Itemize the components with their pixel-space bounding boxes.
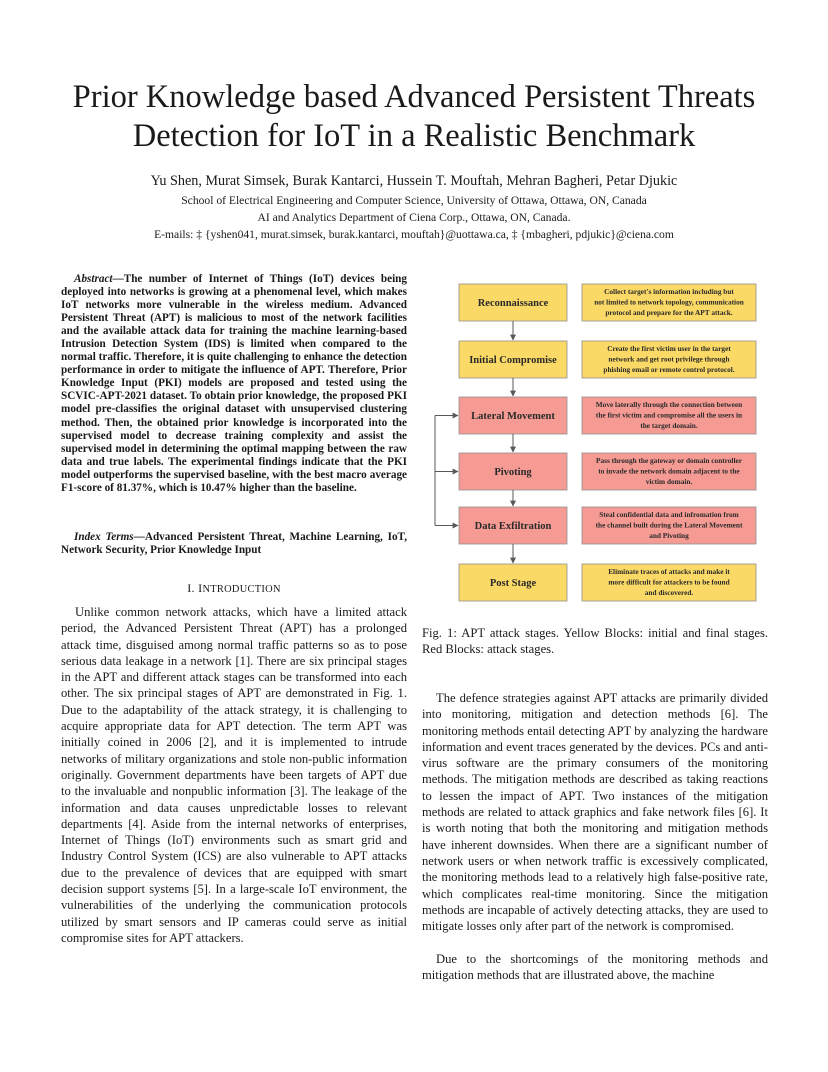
introduction-paragraph: Unlike common network attacks, which have a limited attack period, the Advanced Persistent Threat (APT) has a prolonged attack time, disguised among normal traffic patterns so as to pose serious data leakage in a network [1]. There are six principal stages in the APT and different attack stages can be transformed into each other. The six principal stages of APT are demonstrated in Fig. 1. Due to the adaptability of the attack strategy, it is challenging to acquire appropriate data for APT detection. The term APT was initially coined in 2006 [2], and it is implemented to intrude networks of military organizations and stole non-public information originally. Government departments have been targets of APT due to the invaluable and nonpublic information [3]. The leakage of the information and data causes unpredictable losses to relevant departments [4]. Aside from the internal networks of enterprises, Internet of Things (IoT) environments such as smart grid and Industry Control System (ICS) are also vulnerable to APT attacks due to the prevalence of devices that are equipped with smart decision support systems [5]. In a large-scale IoT environment, the vulnerabilities of the underlying the communication protocols utilized by smart sensors and IP cameras could serve as initial compromise sites for APT attackers. <box>61 605 407 945</box>
abstract <box>61 273 407 495</box>
apt-stages-diagram <box>422 272 768 612</box>
stage-desc-post-stage: Eliminate traces of attacks and make it more difficult for attackers to be found and discovered. <box>608 567 730 597</box>
apt-stages-figure <box>422 272 768 612</box>
title-line-1: Prior Knowledge based Advanced Persistent Threats <box>72 79 756 115</box>
affiliation-2: AI and Analytics Department of Ciena Corp., Ottawa, ON, Canada. <box>257 211 571 224</box>
section-number: I. <box>187 581 195 595</box>
stage-label-data-exfiltration: Data Exfiltration <box>474 521 552 533</box>
index-terms <box>61 531 407 557</box>
section-title-rest: NTRODUCTION <box>202 584 281 595</box>
stage-desc-lateral-movement: Move laterally through the connection between the first victim and compromise all the users in the target domain. <box>595 400 743 430</box>
stage-desc-initial-compromise: Create the first victim user in the target network and get root privilege through phishing email or remote control protocol. <box>603 344 735 374</box>
stage-label-initial-compromise: Initial Compromise <box>469 355 557 367</box>
stage-desc-pivoting: Pass through the gateway or domain controller to invade the network domain adjacent to the victim domain. <box>596 456 742 486</box>
section-title-first: I <box>198 581 203 595</box>
title-line-2: Detection for IoT in a Realistic Benchmark <box>132 118 696 154</box>
index-terms-text: —Advanced Persistent Threat, Machine Learning, IoT, Network Security, Prior Knowledge Input <box>61 531 407 557</box>
stage-label-reconnaissance: Reconnaissance <box>477 298 549 310</box>
stage-desc-reconnaissance: Collect target's information including but not limited to network topology, communication protocol and prepare for the APT attack. <box>594 287 744 317</box>
author-list: Yu Shen, Murat Simsek, Burak Kantarci, Hussein T. Mouftah, Mehran Bagheri, Petar Djukic <box>150 173 678 189</box>
stage-label-post-stage: Post Stage <box>489 578 537 590</box>
figure-caption: Fig. 1: APT attack stages. Yellow Blocks: initial and final stages. Red Blocks: attack stages. <box>422 626 768 656</box>
defence-paragraph: The defence strategies against APT attacks are primarily divided into monitoring, mitigation and detection methods [6]. The monitoring methods entail detecting APT by analyzing the hardware information and event traces generated by the devices. PCs and anti-virus software are the primary consumers of the monitoring methods. The mitigation methods are described as taking reactions to lessen the impact of APT. Two instances of the mitigation methods are related to attack graphics and fake network files [6]. It is worth noting that both the monitoring and mitigation methods have inherent downsides. When there are a significant number of network users or when network traffic is excessively complicated, the monitoring methods lead to a relatively high false-positive rate, which complicates real-time monitoring. Since the mitigation methods are incapable of actively detecting attacks, they are used to mitigate losses only after part of the network is compromised. <box>422 691 768 934</box>
stage-label-lateral-movement: Lateral Movement <box>471 411 555 423</box>
shortcomings-paragraph: Due to the shortcomings of the monitoring methods and mitigation methods that are illustrated above, the machine <box>422 952 768 983</box>
stage-desc-data-exfiltration: Steal confidential data and infromation from the channel built during the Lateral Movement and Pivoting <box>595 510 743 540</box>
section-heading-introduction <box>61 581 407 596</box>
abstract-text: —The number of Internet of Things (IoT) devices being deployed into networks is growing at a phenomenal level, which makes IoT networks more vulnerable in the wireless medium. Advanced Persistent Threat (APT) is malicious to most of the network facilities and the available attack data for training the machine learning-based Intrusion Detection System (IDS) is limited when compared to the normal traffic. Therefore, it is quite challenging to enhance the detection performance in order to mitigate the influence of APT. Therefore, Prior Knowledge Input (PKI) models are proposed and tested using the SCVIC-APT-2021 dataset. To obtain prior knowledge, the proposed PKI model pre-classifies the original dataset with unsupervised clustering method. Then, the obtained prior knowledge is incorporated into the supervised model to decrease training complexity and assist the supervised model in determining the optimal mapping between the raw data and true labels. The experimental findings indicate that the PKI model outperforms the supervised baseline, with the best macro average F1-score of 81.37%, which is 10.47% higher than the baseline. <box>61 273 407 494</box>
stage-label-pivoting: Pivoting <box>494 467 532 479</box>
paper-title <box>40 78 788 156</box>
index-terms-label: Index Terms <box>74 531 134 543</box>
abstract-label: Abstract <box>74 273 113 285</box>
affiliation-1: School of Electrical Engineering and Computer Science, University of Ottawa, Ottawa, ON, Canada <box>181 194 647 207</box>
email-line: E-mails: ‡ {yshen041, murat.simsek, burak.kantarci, mouftah}@uottawa.ca, ‡ {mbagheri, pdjukic}@ciena.com <box>154 228 674 241</box>
